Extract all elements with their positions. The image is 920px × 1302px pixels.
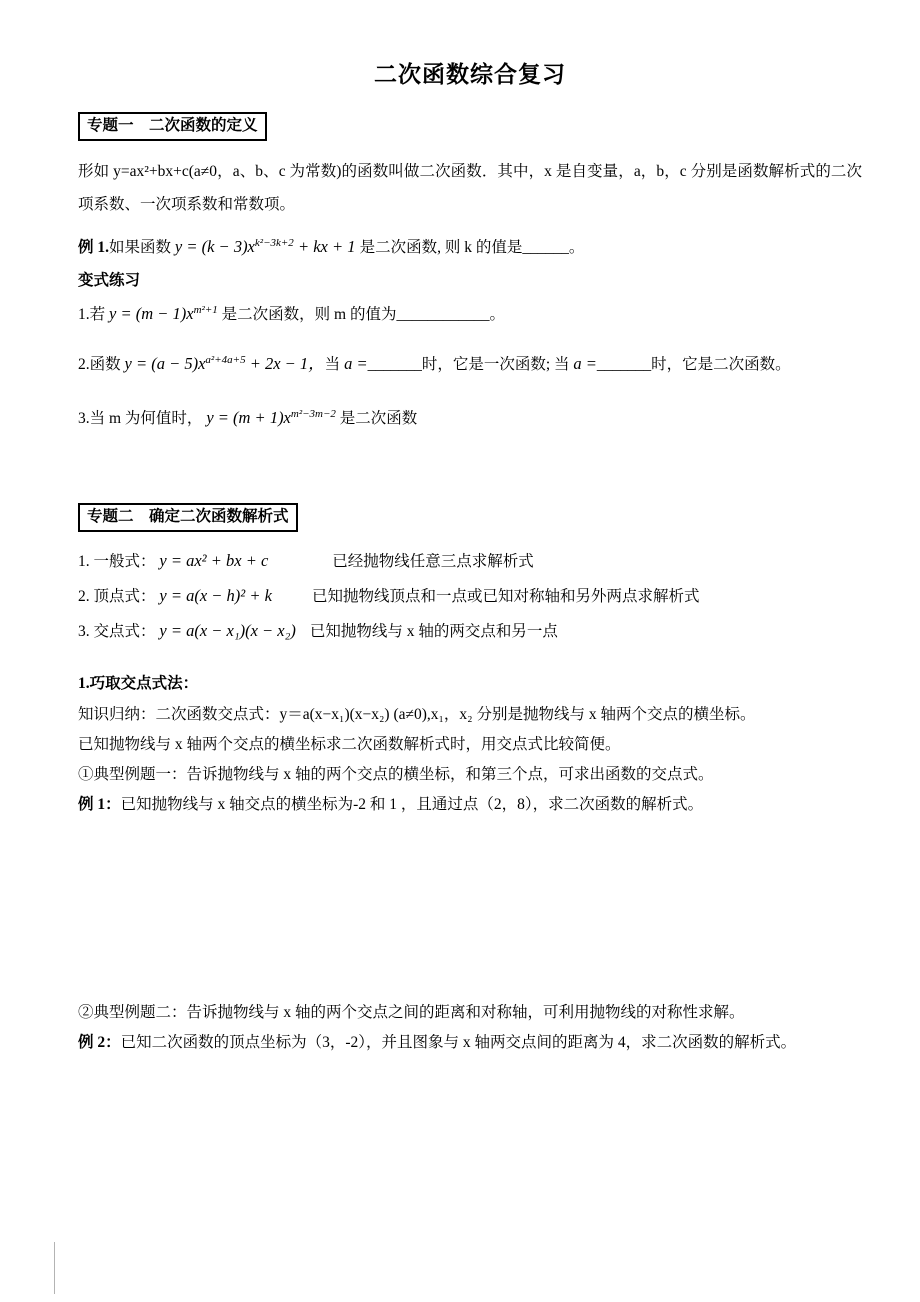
method-heading: 1.巧取交点式法： bbox=[78, 675, 199, 692]
example1-posttext: 是二次函数, 则 k 的值是______。 bbox=[359, 239, 585, 256]
section2-header-box bbox=[78, 503, 298, 532]
section1-intro: 形如 y=ax²+bx+c(a≠0，a、b、c 为常数)的函数叫做二次函数．其中，x 是自变量，a，b，c 分别是函数解析式的二次项系数、一次项系数和常数项。 bbox=[78, 163, 862, 213]
section2-example1-label: 例 1： bbox=[78, 796, 121, 813]
q1-posttext: 是二次函数，则 m 的值为____________。 bbox=[217, 306, 505, 323]
practice-q1 bbox=[78, 297, 862, 331]
form-intercept-label: 3. 交点式： bbox=[78, 623, 160, 640]
q2-exponent: a²+4a+5 bbox=[205, 353, 246, 366]
example1-formula: y = (k − 3)x bbox=[174, 237, 255, 256]
form-item-general bbox=[78, 544, 862, 579]
page-title: 二次函数综合复习 bbox=[374, 61, 566, 87]
practice-q2 bbox=[78, 347, 862, 381]
q1-text: 1.若 bbox=[78, 306, 110, 323]
form-general-desc: 已经抛物线任意三点求解析式 bbox=[332, 553, 534, 570]
form-intercept-formula: y = a(x − x₁)(x − x₂) bbox=[159, 621, 296, 640]
q2-blank2: _______时，它是二次函数。 bbox=[596, 356, 791, 373]
section2-example2-label: 例 2： bbox=[78, 1034, 121, 1051]
q1-exponent: m²+1 bbox=[193, 303, 218, 316]
margin-line bbox=[54, 1242, 55, 1294]
practice-q3 bbox=[78, 401, 862, 435]
section1-header-box bbox=[78, 112, 267, 141]
q2-formula: y = (a − 5)x bbox=[124, 354, 206, 373]
form-intercept-desc: 已知抛物线与 x 轴的两交点和另一点 bbox=[309, 623, 558, 640]
form-item-intercept bbox=[78, 614, 862, 649]
form-item-vertex bbox=[78, 579, 862, 614]
q2-text: 2.函数 bbox=[78, 356, 125, 373]
example1-label: 例 1. bbox=[78, 239, 110, 256]
form-vertex-label: 2. 顶点式： bbox=[78, 588, 160, 605]
typical-case-1: ①典型例题一：告诉抛物线与 x 轴的两个交点的横坐标，和第三个点，可求出函数的交点式。 bbox=[78, 766, 714, 783]
practice-heading: 变式练习 bbox=[78, 272, 141, 289]
q3-formula: y = (m + 1)x bbox=[206, 408, 291, 427]
q2-var1: a = bbox=[344, 354, 368, 373]
form-vertex-formula: y = a(x − h)² + k bbox=[159, 586, 272, 605]
q2-blank1: _______时，它是一次函数; 当 bbox=[367, 356, 574, 373]
q3-text: 3.当 m 为何值时， bbox=[78, 410, 207, 427]
section2-example2-text: 已知二次函数的顶点坐标为（3，-2），并且图象与 x 轴两交点间的距离为 4，求二次函数的解析式。 bbox=[120, 1034, 797, 1051]
q2-var2: a = bbox=[573, 354, 597, 373]
q2-formula-tail: + 2x − 1， bbox=[245, 354, 325, 373]
form-general-formula: y = ax² + bx + c bbox=[159, 551, 269, 570]
knowledge-summary: 知识归纳：二次函数交点式：y＝a(x−x₁)(x−x₂) (a≠0),x₁，x₂ 分别是抛物线与 x 轴两个交点的横坐标。 bbox=[78, 706, 756, 723]
section2-example1-text: 已知抛物线与 x 轴交点的横坐标为-2 和 1 ，且通过点（2，8），求二次函数的解析式。 bbox=[120, 796, 704, 813]
q1-formula: y = (m − 1)x bbox=[109, 304, 194, 323]
example1-line bbox=[78, 230, 862, 264]
form-general-label: 1. 一般式： bbox=[78, 553, 160, 570]
section2-example1 bbox=[78, 790, 862, 820]
example1-formula-tail: + kx + 1 bbox=[293, 237, 360, 256]
q2-text2: 当 bbox=[324, 356, 345, 373]
section2-header-label: 专题二 确定二次函数解析式 bbox=[87, 508, 289, 525]
section2-example2 bbox=[78, 1028, 862, 1058]
example1-pretext: 如果函数 bbox=[109, 239, 175, 256]
q3-posttext: 是二次函数 bbox=[335, 410, 418, 427]
example1-exponent: k²−3k+2 bbox=[254, 236, 294, 249]
knowledge-note: 已知抛物线与 x 轴两个交点的横坐标求二次函数解析式时，用交点式比较简便。 bbox=[78, 736, 621, 753]
form-vertex-desc: 已知抛物线顶点和一点或已知对称轴和另外两点求解析式 bbox=[311, 588, 700, 605]
q3-exponent: m²−3m−2 bbox=[290, 407, 336, 420]
typical-case-2: ②典型例题二：告诉抛物线与 x 轴的两个交点之间的距离和对称轴，可利用抛物线的对称性求解。 bbox=[78, 1004, 745, 1021]
section1-header-label: 专题一 二次函数的定义 bbox=[87, 117, 258, 134]
